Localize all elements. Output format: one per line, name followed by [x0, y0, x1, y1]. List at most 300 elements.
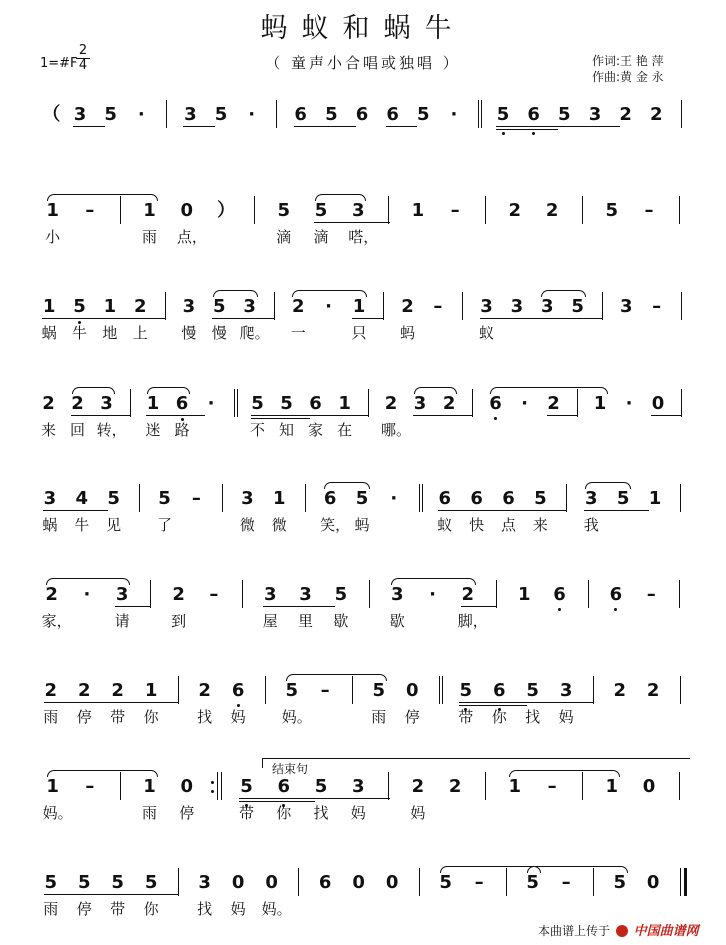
underline-beam [144, 894, 178, 895]
lyric-syllable: 停 [404, 708, 420, 726]
note: 3 [241, 488, 254, 509]
slur [46, 578, 131, 585]
lyric-syllable: 回 [70, 421, 86, 439]
underline-beam [413, 415, 443, 416]
lyric-syllable: 找 [197, 708, 213, 726]
underline-beam [571, 318, 602, 319]
lyric-syllable: 滴 [313, 228, 329, 246]
barline [178, 676, 179, 704]
note: 5 [214, 104, 228, 125]
uploaded-text: 本曲谱上传于 [538, 924, 611, 938]
note: 0 [352, 872, 365, 893]
lyric-syllable: 我 [583, 516, 599, 534]
note: 2 [198, 680, 211, 701]
barline [679, 196, 680, 224]
note: 3 [198, 872, 211, 893]
note: （ [42, 104, 61, 125]
underline-beam [111, 702, 145, 703]
underline-beam [492, 702, 526, 703]
barline [680, 484, 681, 512]
note: 5 [571, 296, 584, 317]
note: · [390, 488, 398, 509]
note: 2 [42, 393, 55, 414]
underline-beam [501, 510, 534, 511]
slur [391, 578, 476, 585]
underline-beam-2 [280, 418, 310, 419]
lyric-syllable: 路 [174, 421, 190, 439]
slur [541, 290, 585, 297]
underline-beam [44, 702, 78, 703]
lyric-syllable: 牛 [72, 324, 88, 342]
site-logo-icon [616, 925, 628, 937]
underline-beam [352, 318, 383, 319]
note: 2 [461, 584, 475, 605]
lyric-syllable: 雨 [43, 900, 59, 918]
note: 3 [352, 776, 365, 797]
lyric-syllable: 家 [308, 421, 324, 439]
note: 3 [413, 393, 427, 414]
underline-beam [73, 126, 105, 127]
note: 1 [146, 393, 160, 414]
barline [305, 484, 306, 512]
lyric-syllable: 转， [96, 421, 127, 439]
lyric-syllable: 停 [76, 900, 92, 918]
note: 2 [134, 296, 147, 317]
note: 1 [648, 488, 662, 509]
barline [472, 389, 473, 417]
lyric-syllable: 蜗 [42, 516, 58, 534]
barline [419, 868, 420, 896]
note: 2 [44, 680, 57, 701]
barline [222, 484, 223, 512]
barline [165, 292, 166, 320]
time-signature-bottom: 4 [78, 58, 88, 73]
underline-beam [73, 318, 104, 319]
note: – [474, 872, 484, 893]
underline-beam [324, 126, 356, 127]
note: 2 [547, 393, 560, 414]
lyric-syllable: 里 [298, 612, 314, 630]
barline [681, 100, 682, 128]
note: 4 [75, 488, 89, 509]
underline-beam [77, 702, 111, 703]
slur [490, 387, 608, 394]
note: 0 [642, 776, 656, 797]
barline [679, 772, 680, 800]
note: 3 [243, 296, 256, 317]
underline-beam [496, 126, 528, 127]
lyric-syllable: 嗒， [348, 228, 379, 246]
underline-beam [386, 126, 418, 127]
lyric-syllable: 你 [491, 708, 507, 726]
slur [72, 387, 115, 394]
note: 3 [540, 296, 554, 317]
lyric-syllable: 只 [351, 324, 367, 342]
barline [566, 484, 567, 512]
note: 3 [182, 296, 196, 317]
lyric-syllable: 妈 [350, 804, 366, 822]
note: 5 [355, 488, 369, 509]
note: 3 [352, 200, 365, 221]
composer-credit: 作曲:黄 金 永 [592, 70, 664, 84]
underline-beam-2 [496, 129, 528, 130]
barline [276, 100, 277, 128]
lyric-syllable: 你 [276, 804, 292, 822]
note: – [433, 296, 443, 317]
note: 5 [111, 872, 124, 893]
note: 0 [180, 200, 194, 221]
note: 5 [439, 872, 452, 893]
note: 2 [545, 200, 559, 221]
underline-beam [540, 318, 571, 319]
lyric-syllable: 带 [110, 708, 126, 726]
underline-beam [42, 318, 73, 319]
barline [496, 580, 497, 608]
note: 5 [605, 200, 618, 221]
barline [265, 676, 266, 704]
note: 5 [613, 872, 626, 893]
note: 5 [314, 200, 328, 221]
lyric-syllable: 蚁 [479, 324, 495, 342]
lyric-syllable: 带 [238, 804, 254, 822]
note: 2 [411, 776, 425, 797]
slur [324, 482, 370, 489]
underline-beam [299, 606, 335, 607]
underline-beam [77, 894, 111, 895]
note: 6 [438, 488, 452, 509]
note: – [646, 584, 656, 605]
note: 6 [175, 393, 189, 414]
lyric-syllable: 来 [40, 421, 56, 439]
note: 3 [559, 680, 573, 701]
underline-beam-2 [239, 801, 277, 802]
underline-beam [146, 415, 176, 416]
octave-dot-low [532, 132, 535, 135]
note: · [450, 104, 458, 125]
note: 5 [417, 104, 430, 125]
note: – [450, 200, 460, 221]
barline [680, 868, 681, 896]
lyric-syllable: 你 [143, 708, 159, 726]
underline-beam [309, 415, 339, 416]
note: 2 [508, 200, 522, 221]
lyric-syllable: 知 [279, 421, 295, 439]
lyric-syllable: 小 [45, 228, 61, 246]
note: 0 [405, 680, 419, 701]
slur [315, 194, 366, 201]
lyric-syllable: 点， [176, 228, 207, 246]
note: 5 [44, 872, 57, 893]
lyric-syllable: 哪。 [381, 421, 412, 439]
underline-beam [351, 798, 389, 799]
barline [602, 292, 603, 320]
slur [213, 290, 257, 297]
lyric-syllable: 带 [110, 900, 126, 918]
note: 0 [651, 393, 665, 414]
note: 0 [265, 872, 278, 893]
note: 5 [526, 680, 539, 701]
lyric-syllable: 笑， [320, 516, 351, 534]
lyric-syllable: 请 [114, 612, 130, 630]
underline-beam [588, 126, 620, 127]
lyric-syllable: 找 [525, 708, 541, 726]
note: 6 [489, 393, 502, 414]
note: 6 [386, 104, 399, 125]
barline [274, 292, 275, 320]
underline-beam [584, 510, 617, 511]
note: 1 [42, 296, 56, 317]
lyric-syllable: 妈 [558, 708, 574, 726]
note: 1 [517, 584, 531, 605]
note: 2 [111, 680, 124, 701]
underline-beam [115, 606, 151, 607]
barline [388, 772, 389, 800]
lyric-syllable: 妈 [230, 900, 246, 918]
note: 2 [646, 680, 660, 701]
underline-beam [277, 798, 315, 799]
note: · [429, 584, 436, 605]
barline [588, 580, 589, 608]
lyric-syllable: 点 [500, 516, 516, 534]
lyric-syllable: 妈。 [261, 900, 292, 918]
barline [130, 389, 131, 417]
note: 3 [115, 584, 129, 605]
lyric-syllable: 蚂 [354, 516, 370, 534]
underline-beam [183, 126, 215, 127]
underline-beam [480, 318, 511, 319]
underline-beam [43, 510, 76, 511]
barline [485, 772, 486, 800]
note: 2 [77, 680, 91, 701]
barline [582, 196, 583, 224]
lyric-syllable: 歇 [389, 612, 405, 630]
note: 3 [264, 584, 277, 605]
lyric-syllable: 在 [337, 421, 353, 439]
barline [593, 676, 594, 704]
lyric-syllable: 妈。 [42, 804, 73, 822]
underline-beam-2 [492, 705, 526, 706]
note: 6 [492, 680, 506, 701]
note: 5 [314, 776, 328, 797]
underline-beam [470, 510, 503, 511]
note: 1 [593, 393, 607, 414]
lyric-syllable: 了 [157, 516, 173, 534]
lyric-syllable: 来 [532, 516, 548, 534]
underline-beam [294, 126, 326, 127]
note: – [85, 776, 95, 797]
slur [440, 866, 541, 873]
octave-dot-low [237, 704, 240, 707]
underline-beam [442, 415, 472, 416]
underline-beam [314, 798, 352, 799]
note: 1 [103, 296, 117, 317]
note: 1 [143, 200, 156, 221]
barline [139, 484, 140, 512]
barline [237, 389, 238, 417]
note: 6 [609, 584, 623, 605]
underline-beam-2 [277, 801, 315, 802]
note: 3 [588, 104, 602, 125]
note: · [83, 584, 91, 605]
note: 1 [144, 680, 158, 701]
note: 2 [291, 296, 305, 317]
lyric-syllable: 雨 [371, 708, 387, 726]
note: 6 [553, 584, 566, 605]
underline-beam [461, 606, 497, 607]
note: 5 [280, 393, 293, 414]
coda-label: 结束句 [272, 762, 309, 776]
barline [254, 196, 255, 224]
note: 5 [325, 104, 338, 125]
note: 1 [143, 776, 156, 797]
note: 3 [43, 488, 57, 509]
note: · [207, 393, 215, 414]
lyric-syllable: 屋 [262, 612, 278, 630]
note: 2 [384, 393, 398, 414]
underline-beam [314, 222, 352, 223]
slur [585, 482, 631, 489]
note: 6 [527, 104, 540, 125]
lyric-syllable: 上 [132, 324, 148, 342]
underline-beam [175, 415, 205, 416]
time-signature-top: 2 [76, 44, 90, 59]
note: 3 [585, 488, 598, 509]
note: 1 [46, 200, 59, 221]
barline [481, 100, 482, 128]
lyric-syllable: 脚， [457, 612, 488, 630]
underline-beam [133, 318, 164, 319]
lyric-syllable: 雨 [43, 708, 59, 726]
footer-credit [538, 920, 699, 939]
note: 6 [355, 104, 369, 125]
underline-beam [616, 510, 649, 511]
note: 5 [459, 680, 473, 701]
underline-beam [651, 415, 681, 416]
note: 6 [502, 488, 515, 509]
lyric-syllable: 带 [458, 708, 474, 726]
barline [298, 868, 299, 896]
note: 5 [526, 872, 539, 893]
note: 5 [107, 488, 120, 509]
note: 5 [334, 584, 348, 605]
lyric-syllable: 停 [76, 708, 92, 726]
underline-beam-2 [527, 129, 559, 130]
note: 6 [309, 393, 322, 414]
slur [292, 290, 367, 297]
note: 5 [534, 488, 547, 509]
lyric-syllable: 妈 [410, 804, 426, 822]
note: 6 [294, 104, 307, 125]
slur [147, 387, 190, 394]
note: 5 [558, 104, 571, 125]
note: 5 [372, 680, 385, 701]
underline-beam [559, 702, 593, 703]
slur [527, 866, 628, 873]
note: 1 [338, 393, 351, 414]
lyric-syllable: 滴 [276, 228, 292, 246]
time-signature [76, 44, 90, 73]
note: 0 [385, 872, 399, 893]
repeat-dot [211, 790, 214, 793]
lyric-syllable: 找 [197, 900, 213, 918]
lyric-syllable: 蚂 [400, 324, 416, 342]
note: 0 [180, 776, 194, 797]
lyric-syllable: 慢 [181, 324, 197, 342]
underline-beam [547, 415, 577, 416]
barline [478, 100, 479, 128]
octave-dot-low [502, 132, 505, 135]
barline [462, 292, 463, 320]
underline-beam [263, 606, 299, 607]
barline [368, 389, 369, 417]
note: 2 [650, 104, 663, 125]
underline-beam [438, 510, 471, 511]
lyric-syllable: 歇 [333, 612, 349, 630]
lyric-syllable: 妈 [230, 708, 246, 726]
song-subtitle: （ 童声小合唱或独唱 ） [265, 54, 461, 72]
lyric-syllable: 雨 [142, 804, 158, 822]
note: 6 [277, 776, 290, 797]
note: 2 [619, 104, 632, 125]
barline [442, 676, 443, 704]
underline-beam [338, 415, 368, 416]
note: – [320, 680, 330, 701]
barline [178, 868, 179, 896]
note: · [521, 393, 528, 414]
repeat-dot [211, 781, 214, 784]
note: 5 [496, 104, 510, 125]
barline [422, 484, 423, 512]
note: 1 [508, 776, 522, 797]
note: 5 [158, 488, 171, 509]
note: 1 [46, 776, 59, 797]
lyric-syllable: 爬。 [239, 324, 270, 342]
note: 2 [401, 296, 414, 317]
barline [679, 580, 680, 608]
lyric-syllable: 地 [102, 324, 118, 342]
note: 6 [470, 488, 483, 509]
song-title: 蚂蚁和蜗牛 [260, 13, 466, 44]
underline-beam [100, 415, 130, 416]
barline [150, 580, 151, 608]
underline-beam [111, 894, 145, 895]
note: 3 [299, 584, 312, 605]
lyric-syllable: 不 [249, 421, 265, 439]
underline-beam [280, 415, 310, 416]
barline [217, 772, 218, 800]
note: · [625, 393, 633, 414]
barline [681, 292, 682, 320]
note: – [85, 200, 95, 221]
barline [383, 292, 384, 320]
lyric-syllable: 微 [239, 516, 255, 534]
key-signature: 1=#F [40, 56, 78, 71]
note: 5 [104, 104, 117, 125]
note: · [248, 104, 256, 125]
underline-beam [239, 798, 277, 799]
note: 5 [616, 488, 630, 509]
underline-beam [351, 222, 389, 223]
lyric-syllable: 微 [271, 516, 287, 534]
underline-beam [71, 415, 101, 416]
note: 5 [277, 200, 290, 221]
barline [388, 196, 389, 224]
note: 0 [231, 872, 245, 893]
lyric-syllable: 慢 [211, 324, 227, 342]
lyric-syllable: 雨 [142, 228, 158, 246]
note: 3 [480, 296, 493, 317]
lyric-syllable: 快 [469, 516, 485, 534]
